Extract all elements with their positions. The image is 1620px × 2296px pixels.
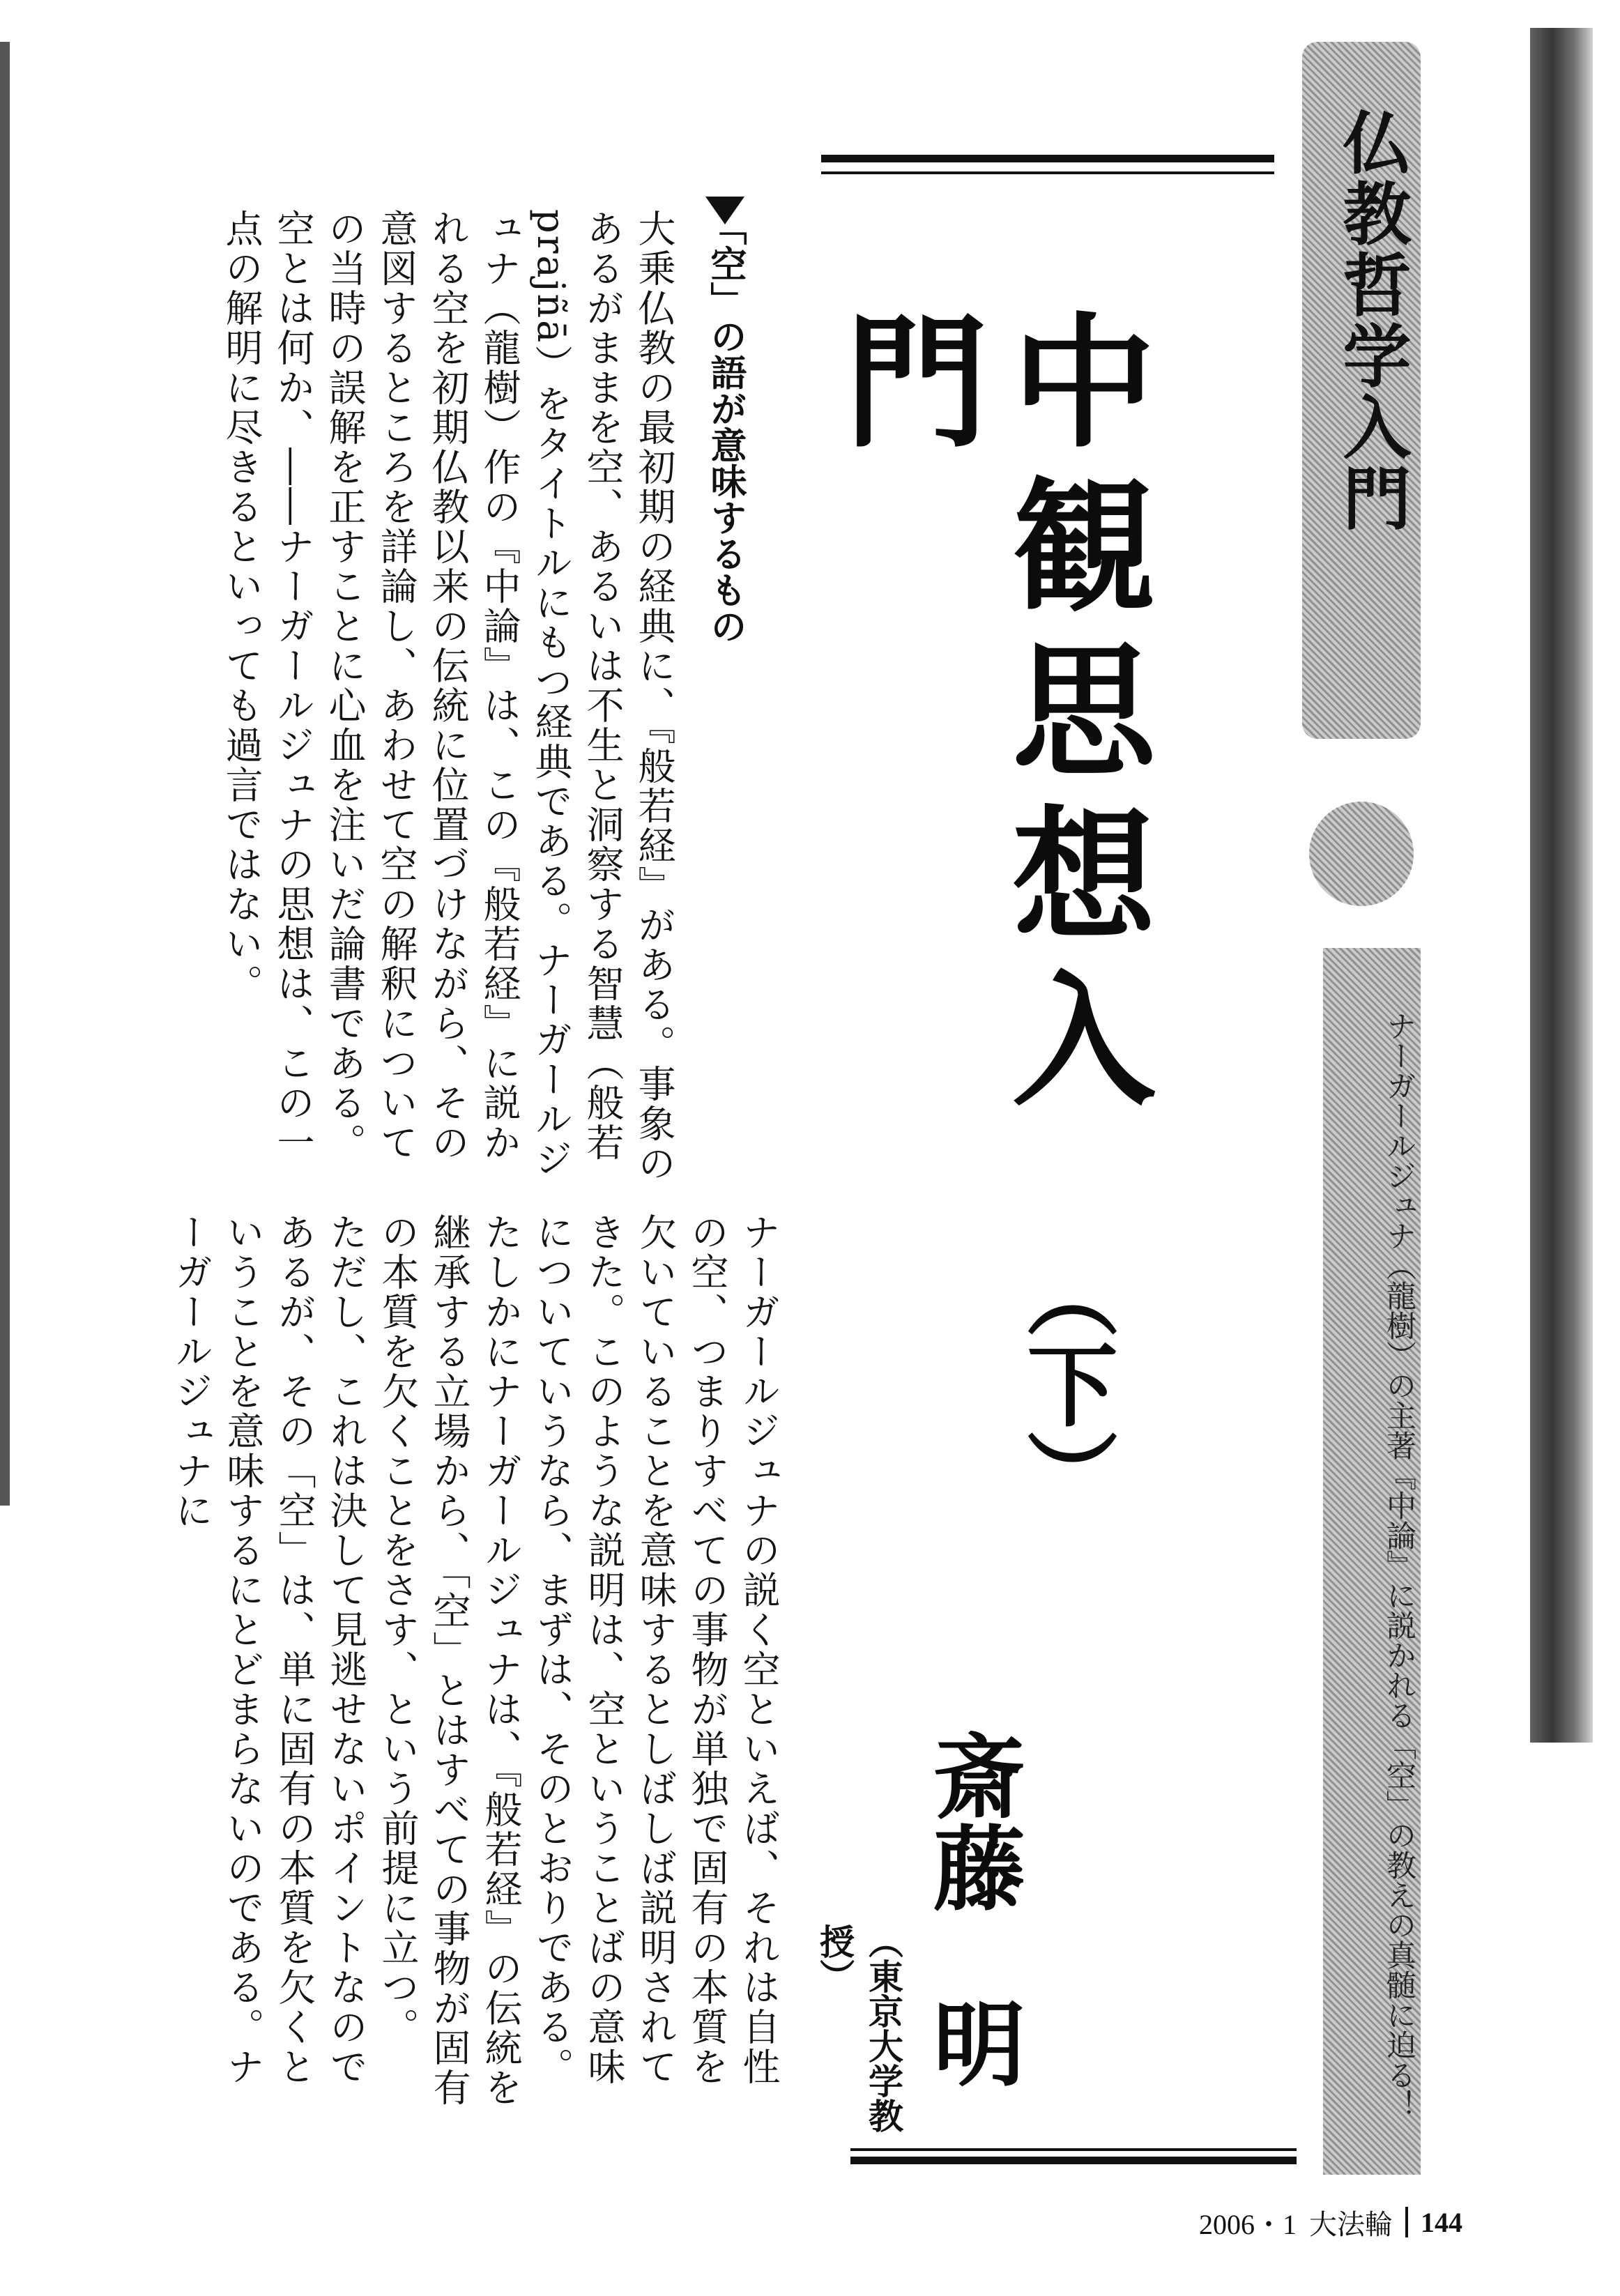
title-rule-bottom: [850, 2157, 1297, 2164]
page-number: 144: [1421, 2206, 1462, 2238]
body-upper: [129, 209, 680, 1199]
body-paragraph: ナーガールジュナの説く空といえば、それは自性の空、つまりすべての事物が単独で固有の本質を欠いていることを意味するとしばしば説明されてきた。このような説明は、空ということばの意味についていうなら、まずは、そのとおりである。たしかにナーガールジュナは、『般若経』の伝統を継承する立場から、「空」とはすべての事物が固有の本質を欠くことをさす、という前提に立つ。: [376, 1213, 781, 2108]
article-subtitle: ナーガールジュナ（龍樹）の主著『中論』に説かれる「空」の教えの真髄に迫る！: [1382, 1010, 1416, 2120]
section-heading: 「空」の語が意味するもの: [704, 209, 746, 644]
footer-magazine: 大法輪: [1309, 2208, 1393, 2240]
article-title: 中観思想入門: [820, 307, 1156, 1129]
title-rule-top: [821, 155, 1274, 162]
page-footer: [1199, 2201, 1520, 2243]
author-name: [919, 1729, 1023, 2161]
title-rule-bottom-thin: [850, 2148, 1297, 2151]
footer-separator: [1405, 2207, 1408, 2237]
body-paragraph: ただし、これは決して見逃せないポイントなのであるが、その「空」は、単に固有の本質を欠くということを意味するにとどまらないのである。ナーガールジュナに: [169, 1213, 368, 2087]
body-paragraph: 大乗仏教の最初期の経典に、『般若経』がある。事象のあるがままを空、あるいは不生と洞察する智慧（般若prajñā）をタイトルにもつ経典である。ナーガールジュナ（龍樹）作の『中論』は、この『般若経』に説かれる空を初期仏教以来の伝統に位置づけながら、その意図するところを詳論し、あわせて空の解釈についての当時の誤解を正すことに心血を注いだ論書である。空とは何か、――ナーガールジュナの思想は、この一点の解明に尽きるといっても過言ではない。: [220, 209, 676, 1184]
body-lower: [157, 1213, 784, 2126]
article-part: （下）: [1012, 1248, 1119, 1520]
ornament-circle: [1309, 802, 1414, 906]
scan-edge-left: [0, 42, 10, 1506]
series-title: 仏教哲学入門: [1331, 107, 1411, 534]
scan-edge-right: [1530, 28, 1593, 1743]
author-affiliation: （東京大学教授）: [814, 1924, 904, 2133]
author-surname: 斎藤: [917, 1729, 1025, 1913]
title-rule-top-thin: [821, 171, 1274, 174]
footer-issue: 2006・1: [1199, 2208, 1297, 2240]
author-given-name: 明: [917, 1996, 1025, 2088]
